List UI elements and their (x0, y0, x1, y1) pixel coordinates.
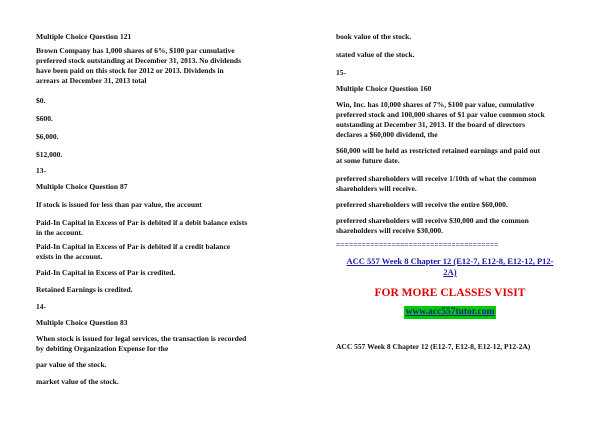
question-87-option-4: Retained Earnings is credited. (36, 285, 133, 294)
question-121-line-4: arrears at December 31, 2013 total (36, 76, 147, 85)
question-160-option-1-line-1: $60,000 will be held as restricted retained earnings and paid out (336, 146, 541, 155)
acc-557-link-line-1[interactable]: ACC 557 Week 8 Chapter 12 (E12-7, E12-8, E12-12, P12- (346, 256, 554, 266)
question-160-line-2: preferred stock and 100,000 shares of $1 par value common stock (336, 110, 545, 119)
question-160-option-4-line-2: shareholders will receive $30,000. (336, 226, 443, 235)
question-83-title: Multiple Choice Question 83 (36, 318, 128, 327)
question-87-option-1-line-2: in the account. (36, 228, 83, 237)
question-number-14: 14- (36, 302, 46, 311)
question-121-option-3: $6,000. (36, 132, 59, 141)
question-121-option-1: $0. (36, 96, 46, 105)
question-87-option-2-line-2: exists in the account. (36, 252, 103, 261)
question-87-option-3: Paid-In Capital in Excess of Par is credited. (36, 268, 176, 277)
question-number-15: 15- (336, 68, 346, 77)
question-83-line-2: by debiting Organization Expense for the (36, 344, 169, 353)
question-87-option-2-line-1: Paid-In Capital in Excess of Par is debited if a credit balance (36, 242, 231, 251)
acc-557-link-line-2[interactable]: 2A) (443, 267, 457, 277)
separator-line: ====================================== (336, 240, 499, 249)
site-link-wrapper (336, 306, 564, 319)
question-121-option-2: $600. (36, 114, 53, 123)
question-number-13: 13- (36, 166, 46, 175)
site-link[interactable]: www.acc557tutor.com (405, 307, 495, 317)
question-160-option-2-line-1: preferred shareholders will receive 1/10th of what the common (336, 174, 537, 183)
footer-heading: ACC 557 Week 8 Chapter 12 (E12-7, E12-8, E12-12, P12-2A) (336, 342, 531, 351)
question-83-option-2: market value of the stock. (36, 377, 119, 386)
question-160-line-3: outstanding at December 31, 2013. If the board of directors (336, 120, 526, 129)
question-160-line-4: declares a $60,000 dividend, the (336, 130, 438, 139)
question-160-option-1-line-2: at some future date. (336, 156, 400, 165)
question-160-option-2-line-2: shareholders will receive. (336, 184, 417, 193)
question-83-line-1: When stock is issued for legal services, the transaction is recorded (36, 334, 247, 343)
question-121-option-4: $12,000. (36, 150, 63, 159)
question-83-option-1: par value of the stock. (36, 360, 107, 369)
question-160-option-3: preferred shareholders will receive the entire $60,000. (336, 200, 508, 209)
option-stated-value: stated value of the stock. (336, 50, 415, 59)
question-87-text: If stock is issued for less than par value, the account (36, 200, 202, 209)
question-121-line-1: Brown Company has 1,000 shares of 6%, $100 par cumulative (36, 46, 235, 55)
question-121-line-3: have been paid on this stock for 2012 or 2013. Dividends in (36, 66, 224, 75)
question-160-title: Multiple Choice Question 160 (336, 84, 432, 93)
question-160-option-4-line-1: preferred shareholders will receive $30,000 and the common (336, 216, 529, 225)
question-160-line-1: Win, Inc. has 10,000 shares of 7%, $100 par value, cumulative (336, 100, 535, 109)
question-121-line-2: preferred stock outstanding at December 31, 2013. No dividends (36, 56, 241, 65)
question-87-option-1-line-1: Paid-In Capital in Excess of Par is debited if a debit balance exists (36, 218, 248, 227)
option-book-value: book value of the stock. (336, 32, 412, 41)
more-classes-heading: FOR MORE CLASSES VISIT (374, 287, 526, 299)
question-87-title: Multiple Choice Question 87 (36, 182, 128, 191)
question-121-title: Multiple Choice Question 121 (36, 32, 132, 41)
